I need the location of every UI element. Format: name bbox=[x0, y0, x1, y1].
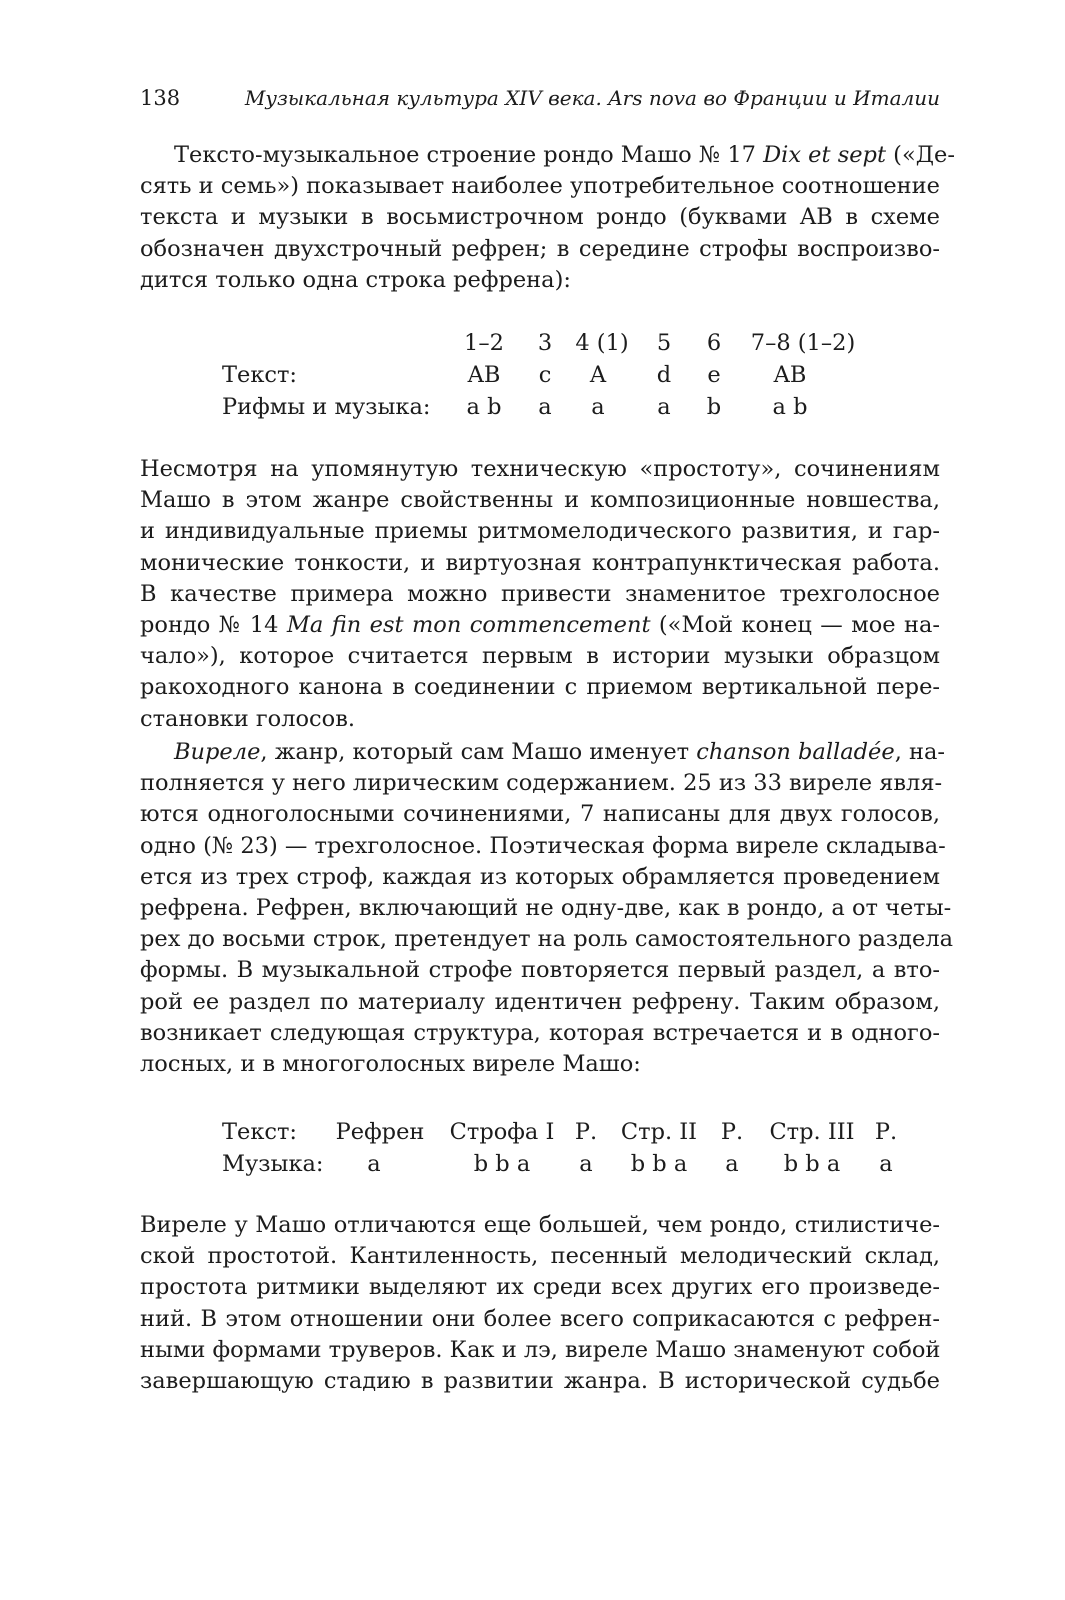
scheme-value: Стр. III bbox=[769, 1119, 855, 1145]
scheme-value: a bbox=[538, 394, 552, 420]
row-label: Музыка: bbox=[222, 1151, 324, 1177]
row-label: Рифмы и музыка: bbox=[222, 394, 431, 420]
text-line: текста и музыки в восьмистрочном рондо (буквами AB в схеме bbox=[140, 204, 940, 231]
scheme-value: a bbox=[657, 394, 671, 420]
text-line: Виреле у Машо отличаются еще большей, чем рондо, стилистиче- bbox=[140, 1212, 940, 1238]
scheme-value: Р. bbox=[574, 1119, 598, 1145]
text-line: лосных, и в многоголосных виреле Машо: bbox=[140, 1050, 641, 1077]
scheme-value: a b bbox=[466, 394, 502, 420]
text-line: рефрена. Рефрен, включающий не одну-две, как в рондо, а от четы- bbox=[140, 894, 952, 921]
row-label: Текст: bbox=[222, 1119, 298, 1145]
scheme-value: Р. bbox=[720, 1119, 744, 1145]
scheme-value: A bbox=[589, 362, 607, 388]
paragraph-virelai bbox=[140, 737, 954, 1080]
scheme-value: d bbox=[656, 362, 672, 388]
genre-term: chanson balladée bbox=[696, 739, 895, 765]
scheme-value: Стр. II bbox=[620, 1119, 698, 1145]
scheme-value: a bbox=[725, 1151, 739, 1177]
text-line: ний. В этом отношении они более всего соприкасаются с рефрен- bbox=[140, 1305, 940, 1332]
text-line: рех до восьми строк, претендует на роль самостоятельного раздела bbox=[140, 926, 954, 953]
column-label: 3 bbox=[537, 330, 553, 356]
column-label: 5 bbox=[656, 330, 672, 356]
text-line: рой ее раздел по материалу идентичен рефрену. Таким образом, bbox=[140, 988, 940, 1015]
text-line: простота ритмики выделяют их среди всех других его произведе- bbox=[140, 1274, 940, 1301]
text-line: ются одноголосными сочинениями, 7 написаны для двух голосов, bbox=[140, 801, 940, 828]
running-title: Музыкальная культура XIV века. Ars nova во Франции и Италии bbox=[244, 86, 940, 110]
work-title: Dix et sept bbox=[763, 142, 887, 168]
text-line: Несмотря на упомянутую техническую «простоту», сочинениям bbox=[140, 456, 940, 482]
column-label: 1–2 bbox=[464, 330, 504, 356]
scheme-value: a bbox=[579, 1151, 593, 1177]
scheme-value: a bbox=[367, 1151, 381, 1177]
scheme-value: b b a bbox=[630, 1151, 688, 1177]
scheme-value: AB bbox=[467, 362, 501, 388]
paragraph-virelai-style bbox=[140, 1210, 940, 1397]
text-line: полняется у него лирическим содержанием. 25 из 33 виреле явля- bbox=[140, 770, 943, 797]
text-line: Тексто-музыкальное строение рондо Машо № 17 Dix et sept («Де- bbox=[174, 142, 955, 168]
text-line: обозначен двухстрочный рефрен; в середине строфы воспроизво- bbox=[140, 235, 940, 262]
paragraph-rondo-innovations bbox=[140, 454, 940, 735]
scheme-value: b b a bbox=[473, 1151, 531, 1177]
text-line: монические тонкости, и виртуозная контрапунктическая работа. bbox=[140, 549, 940, 576]
text-line: Виреле, жанр, который сам Машо именует chanson balladée, на- bbox=[174, 739, 946, 765]
text-line: завершающую стадию в развитии жанра. В исторической судьбе bbox=[140, 1367, 940, 1394]
column-label: 4 (1) bbox=[575, 330, 629, 356]
scheme-value: c bbox=[538, 362, 552, 388]
text-line: и индивидуальные приемы ритмомелодического развития, и гар- bbox=[140, 518, 940, 545]
rondo-scheme-table bbox=[222, 330, 922, 430]
scheme-value: Р. bbox=[874, 1119, 898, 1145]
text-line: Машо в этом жанре свойственны и композиционные новшества, bbox=[140, 487, 940, 514]
text-line: В качестве примера можно привести знаменитое трехголосное bbox=[140, 580, 940, 607]
scheme-value: a b bbox=[772, 394, 808, 420]
genre-term: Виреле bbox=[174, 739, 261, 765]
text-line: ется из трех строф, каждая из которых обрамляется проведением bbox=[140, 863, 940, 890]
text-line: ракоходного канона в соединении с приемом вертикальной пере- bbox=[140, 674, 940, 701]
scheme-value: Рефрен bbox=[335, 1119, 425, 1145]
work-title: Ma fin est mon commencement bbox=[286, 611, 651, 638]
text-line: рондо № 14 Ma fin est mon commencement («Мой конец — мое на- bbox=[140, 611, 940, 638]
scheme-value: a bbox=[591, 394, 605, 420]
column-label: 7–8 (1–2) bbox=[750, 330, 856, 356]
text-line: возникает следующая структура, которая встречается и в одного- bbox=[140, 1019, 940, 1046]
page-number: 138 bbox=[140, 86, 181, 110]
virelai-scheme-table bbox=[222, 1119, 922, 1189]
scheme-value: a bbox=[879, 1151, 893, 1177]
scheme-value: b bbox=[706, 394, 722, 420]
scheme-value: AB bbox=[773, 362, 807, 388]
text-line: формы. В музыкальной строфе повторяется первый раздел, а вто- bbox=[140, 957, 940, 984]
row-label: Текст: bbox=[222, 362, 298, 388]
text-line: ными формами труверов. Как и лэ, виреле Машо знаменуют собой bbox=[140, 1336, 941, 1363]
text-line: сять и семь») показывает наиболее употребительное соотношение bbox=[140, 173, 940, 200]
text-line: одно (№ 23) — трехголосное. Поэтическая форма виреле складыва- bbox=[140, 832, 946, 859]
text-line: дится только одна строка рефрена): bbox=[140, 266, 571, 293]
text-line: становки голосов. bbox=[140, 705, 356, 732]
text-line: чало»), которое считается первым в истории музыки образцом bbox=[140, 643, 940, 670]
scheme-value: e bbox=[707, 362, 721, 388]
scheme-value: Строфа I bbox=[449, 1119, 555, 1145]
text-line: ской простотой. Кантиленность, песенный мелодический склад, bbox=[140, 1243, 940, 1270]
scheme-value: b b a bbox=[783, 1151, 841, 1177]
paragraph-rondo-intro bbox=[140, 140, 955, 296]
column-label: 6 bbox=[706, 330, 722, 356]
running-head bbox=[140, 86, 940, 116]
